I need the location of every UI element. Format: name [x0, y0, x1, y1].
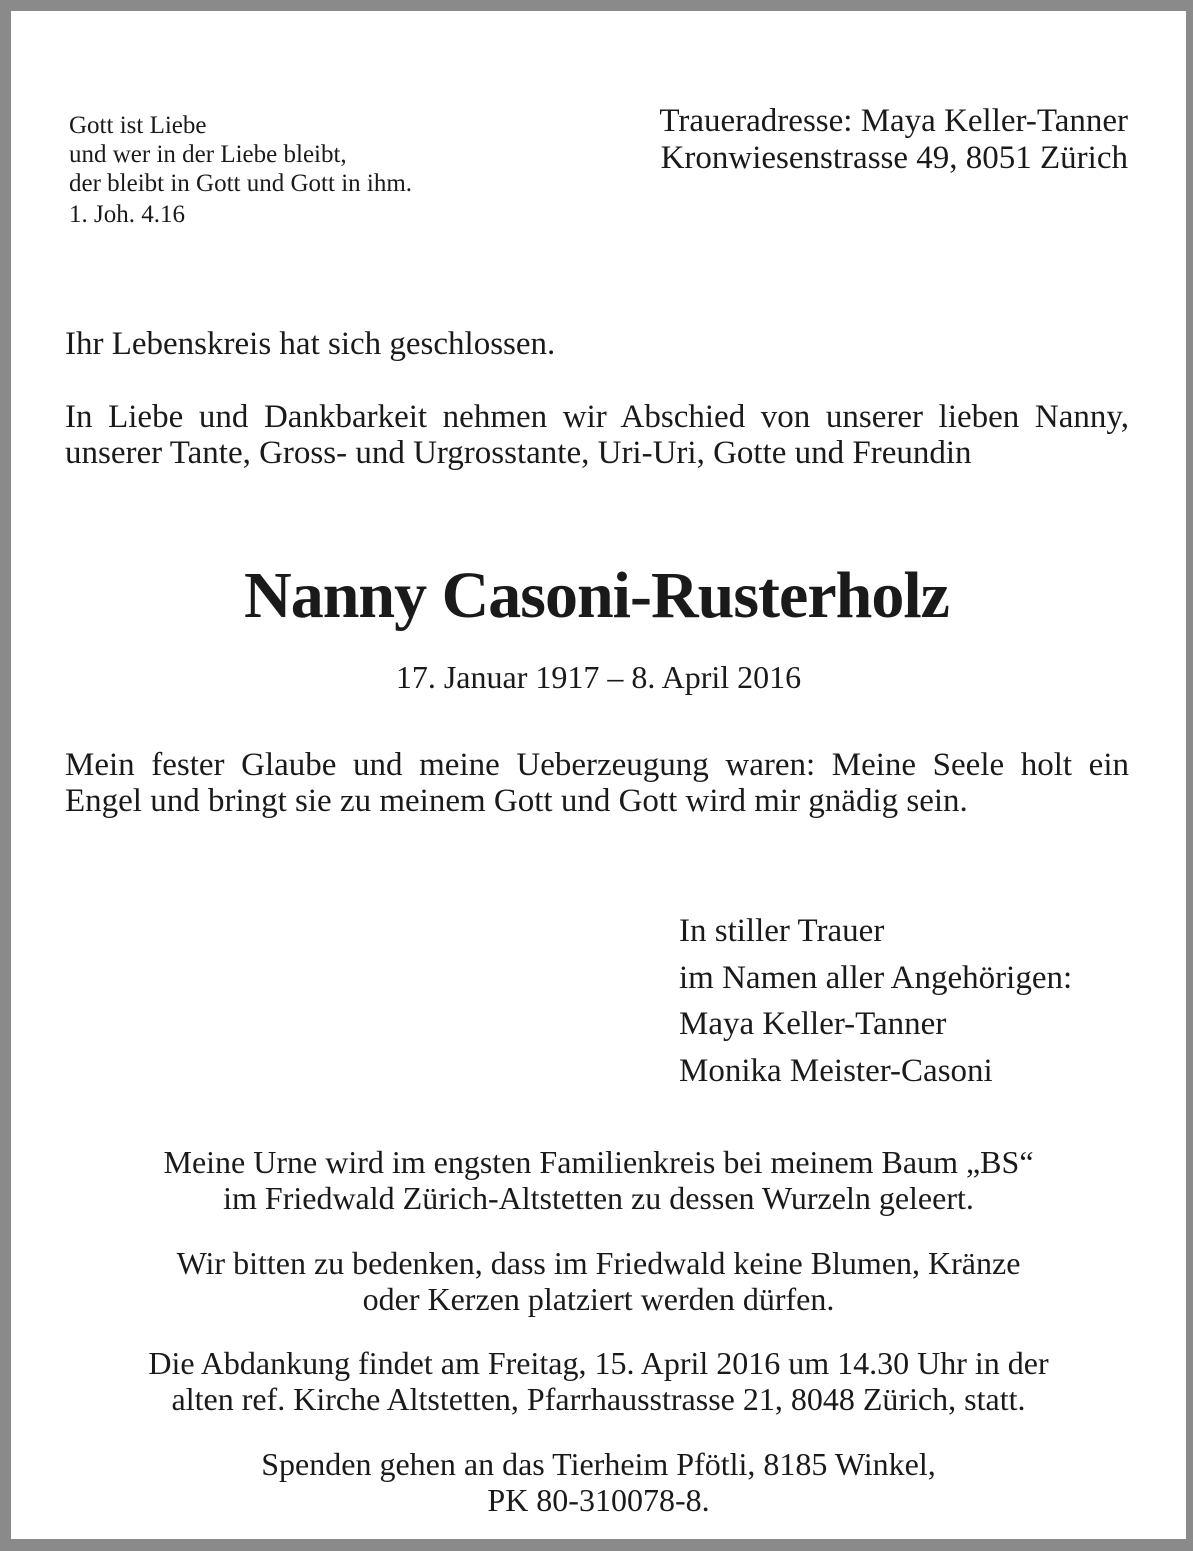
service-notice: [11, 1345, 1186, 1417]
address-line: Traueradresse: Maya Keller-Tanner: [659, 103, 1128, 139]
flowers-notice: [11, 1245, 1186, 1317]
mourner-name: Maya Keller-Tanner: [679, 1006, 947, 1042]
intro-text: Ihr Lebenskreis hat sich geschlossen.: [65, 326, 556, 362]
notice-line: Meine Urne wird im engsten Familienkreis bei meinem Baum „BS“: [163, 1144, 1034, 1180]
verse-line: der bleibt in Gott und Gott in ihm.: [69, 170, 413, 197]
verse-line: Gott ist Liebe: [69, 112, 207, 139]
obituary-page: [11, 11, 1186, 1539]
mourner-name: Monika Meister-Casoni: [679, 1052, 993, 1089]
signoff-line: In stiller Trauer: [679, 913, 885, 949]
notice-line: Wir bitten zu bedenken, dass im Friedwald keine Blumen, Kränze: [176, 1245, 1021, 1281]
signoff-line: im Namen aller Angehörigen:: [679, 959, 1073, 996]
bible-verse: [69, 111, 412, 229]
urn-notice: [11, 1144, 1186, 1216]
verse-line: und wer in der Liebe bleibt,: [69, 141, 347, 168]
notice-line: Spenden gehen an das Tierheim Pfötli, 8185 Winkel,: [261, 1446, 936, 1482]
notice-line: PK 80-310078-8.: [487, 1482, 710, 1518]
notice-line: Die Abdankung findet am Freitag, 15. April 2016 um 14.30 Uhr in der: [148, 1345, 1049, 1381]
signoff: [679, 908, 1072, 1094]
life-dates: 17. Januar 1917 – 8. April 2016: [395, 659, 802, 695]
address-line: Kronwiesenstrasse 49, 8051 Zürich: [660, 140, 1128, 176]
notice-line: alten ref. Kirche Altstetten, Pfarrhausstrasse 21, 8048 Zürich, statt.: [171, 1381, 1026, 1417]
donation-notice: [11, 1446, 1186, 1518]
belief-text: Mein fester Glaube und meine Ueberzeugung waren: Meine Seele holt ein Engel und bringt sie zu meinem Gott und Gott wird mir gnädig sein.: [65, 747, 1129, 819]
notice-line: oder Kerzen platziert werden dürfen.: [362, 1281, 835, 1317]
mourning-address: [568, 103, 1128, 177]
farewell-text: In Liebe und Dankbarkeit nehmen wir Abschied von unserer lieben Nanny, unserer Tante, Gross- und Urgrosstante, Uri-Uri, Gotte und Freundin: [65, 399, 1129, 471]
deceased-name: Nanny Casoni-Rusterholz: [244, 559, 949, 632]
verse-reference: 1. Joh. 4.16: [69, 201, 185, 228]
notice-line: im Friedwald Zürich-Altstetten zu dessen Wurzeln geleert.: [223, 1180, 974, 1216]
